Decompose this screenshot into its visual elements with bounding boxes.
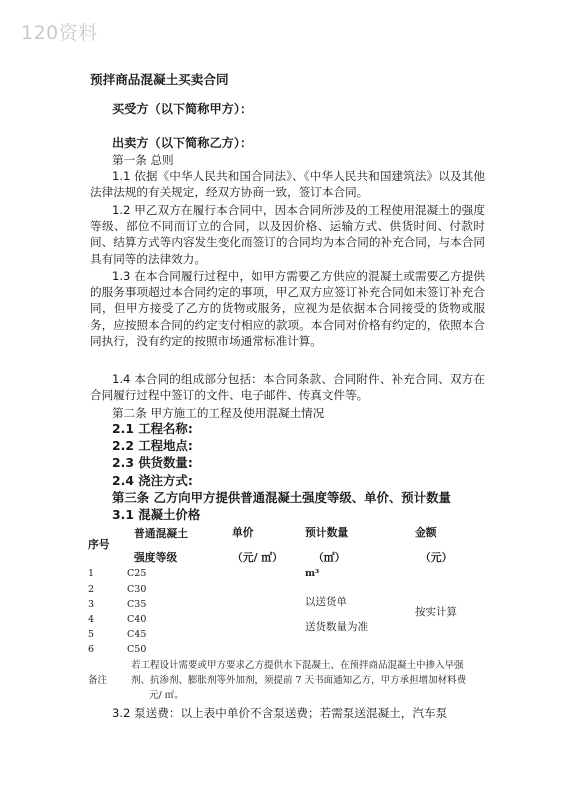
row-grade: C25 xyxy=(127,568,147,579)
remark-line-3: 元/ ㎡。 xyxy=(149,690,184,701)
col-price-top: 单价 xyxy=(232,526,254,539)
clause-1-3 xyxy=(90,268,485,349)
watermark: 120资料 xyxy=(21,22,98,44)
amount-note: 按实计算 xyxy=(415,606,457,618)
row-no: 1 xyxy=(88,568,95,579)
col-grade-top: 普通混凝土 xyxy=(134,527,188,540)
qty-note-1: 以送货单 xyxy=(305,596,347,608)
col-amount-bottom: （元） xyxy=(420,551,453,564)
qty-mark: m³ xyxy=(305,568,320,579)
col-amount-top: 金额 xyxy=(415,526,437,539)
row-no: 5 xyxy=(88,629,95,640)
remark-line-2: 剂、抗渗剂、膨胀剂等外加剂，须提前 7 天书面通知乙方，甲方承担增加材料费 xyxy=(131,675,467,686)
item-2-1: 2.1 工程名称: xyxy=(112,421,193,436)
row-grade: C35 xyxy=(127,599,147,610)
clause-1-1 xyxy=(90,168,485,200)
article-3-heading: 第三条 乙方向甲方提供普通混凝土强度等级、单价、预计数量 xyxy=(112,490,451,505)
remark-line-1: 若工程设计需要或甲方要求乙方提供水下混凝土、在预拌商品混凝土中掺入早强 xyxy=(131,660,464,671)
article-2-heading: 第二条 甲方施工的工程及使用混凝土情况 xyxy=(112,406,325,420)
row-no: 3 xyxy=(88,599,95,610)
clause-1-2-text: 1.2 甲乙双方在履行本合同中，因本合同所涉及的工程使用混凝土的强度等级、部位不同而订立的合同，以及因价格、运输方式、供货时间、付款时间、结算方式等内容发生变化而签订的合同均为本合同的补充合同，与本合同具有同等的法律效力。 xyxy=(90,203,485,266)
clause-1-2 xyxy=(90,202,485,267)
clause-1-3-text: 1.3 在本合同履行过程中，如甲方需要乙方供应的混凝土或需要乙方提供的服务事项超过本合同约定的事项，甲乙双方应签订补充合同如未签订补充合同，但甲方接受了乙方的货物或服务，应视为是依据本合同接受的货物或服务，应按照本合同的约定支付相应的款项。本合同对价格有约定的，依照本合同执行，没有约定的按照市场通常标准计算。 xyxy=(90,269,485,348)
clause-1-1-text: 1.1 依据《中华人民共和国合同法》、《中华人民共和国建筑法》以及其他法律法规的有关规定，经双方协商一致，签订本合同。 xyxy=(90,169,485,200)
row-grade: C50 xyxy=(127,644,147,655)
clause-1-4-text: 1.4 本合同的组成部分包括：本合同条款、合同附件、补充合同、双方在合同履行过程中签订的文件、电子邮件、传真文件等。 xyxy=(90,372,485,403)
section-3-1: 3.1 混凝土价格 xyxy=(112,507,201,522)
row-no: 6 xyxy=(88,644,95,655)
article-1-heading: 第一条 总则 xyxy=(112,153,174,167)
qty-note-2: 送货数量为准 xyxy=(305,621,368,633)
party-b-label: 出卖方（以下简称乙方）： xyxy=(112,136,253,150)
item-2-3: 2.3 供货数量: xyxy=(112,455,193,470)
clause-1-4 xyxy=(90,371,485,403)
col-qty-top: 预计数量 xyxy=(305,526,349,539)
row-no: 4 xyxy=(88,614,95,625)
col-qty-bottom: （㎡） xyxy=(313,551,346,564)
item-2-4: 2.4 浇注方式: xyxy=(112,473,193,488)
row-grade: C40 xyxy=(127,614,147,625)
col-price-bottom: （元/ ㎡） xyxy=(232,551,283,564)
item-2-2: 2.2 工程地点: xyxy=(112,438,193,453)
col-seq: 序号 xyxy=(88,538,110,551)
remark-label: 备注 xyxy=(88,675,108,686)
section-3-2: 3.2 泵送费：以上表中单价不含泵送费；若需泵送混凝土，汽车泵 xyxy=(112,706,448,720)
row-grade: C30 xyxy=(127,584,147,595)
col-grade-bottom: 强度等级 xyxy=(134,551,178,564)
row-no: 2 xyxy=(88,584,95,595)
party-a-label: 买受方（以下简称甲方）： xyxy=(112,102,253,116)
row-grade: C45 xyxy=(127,629,147,640)
document-title: 预拌商品混凝土买卖合同 xyxy=(90,72,229,87)
